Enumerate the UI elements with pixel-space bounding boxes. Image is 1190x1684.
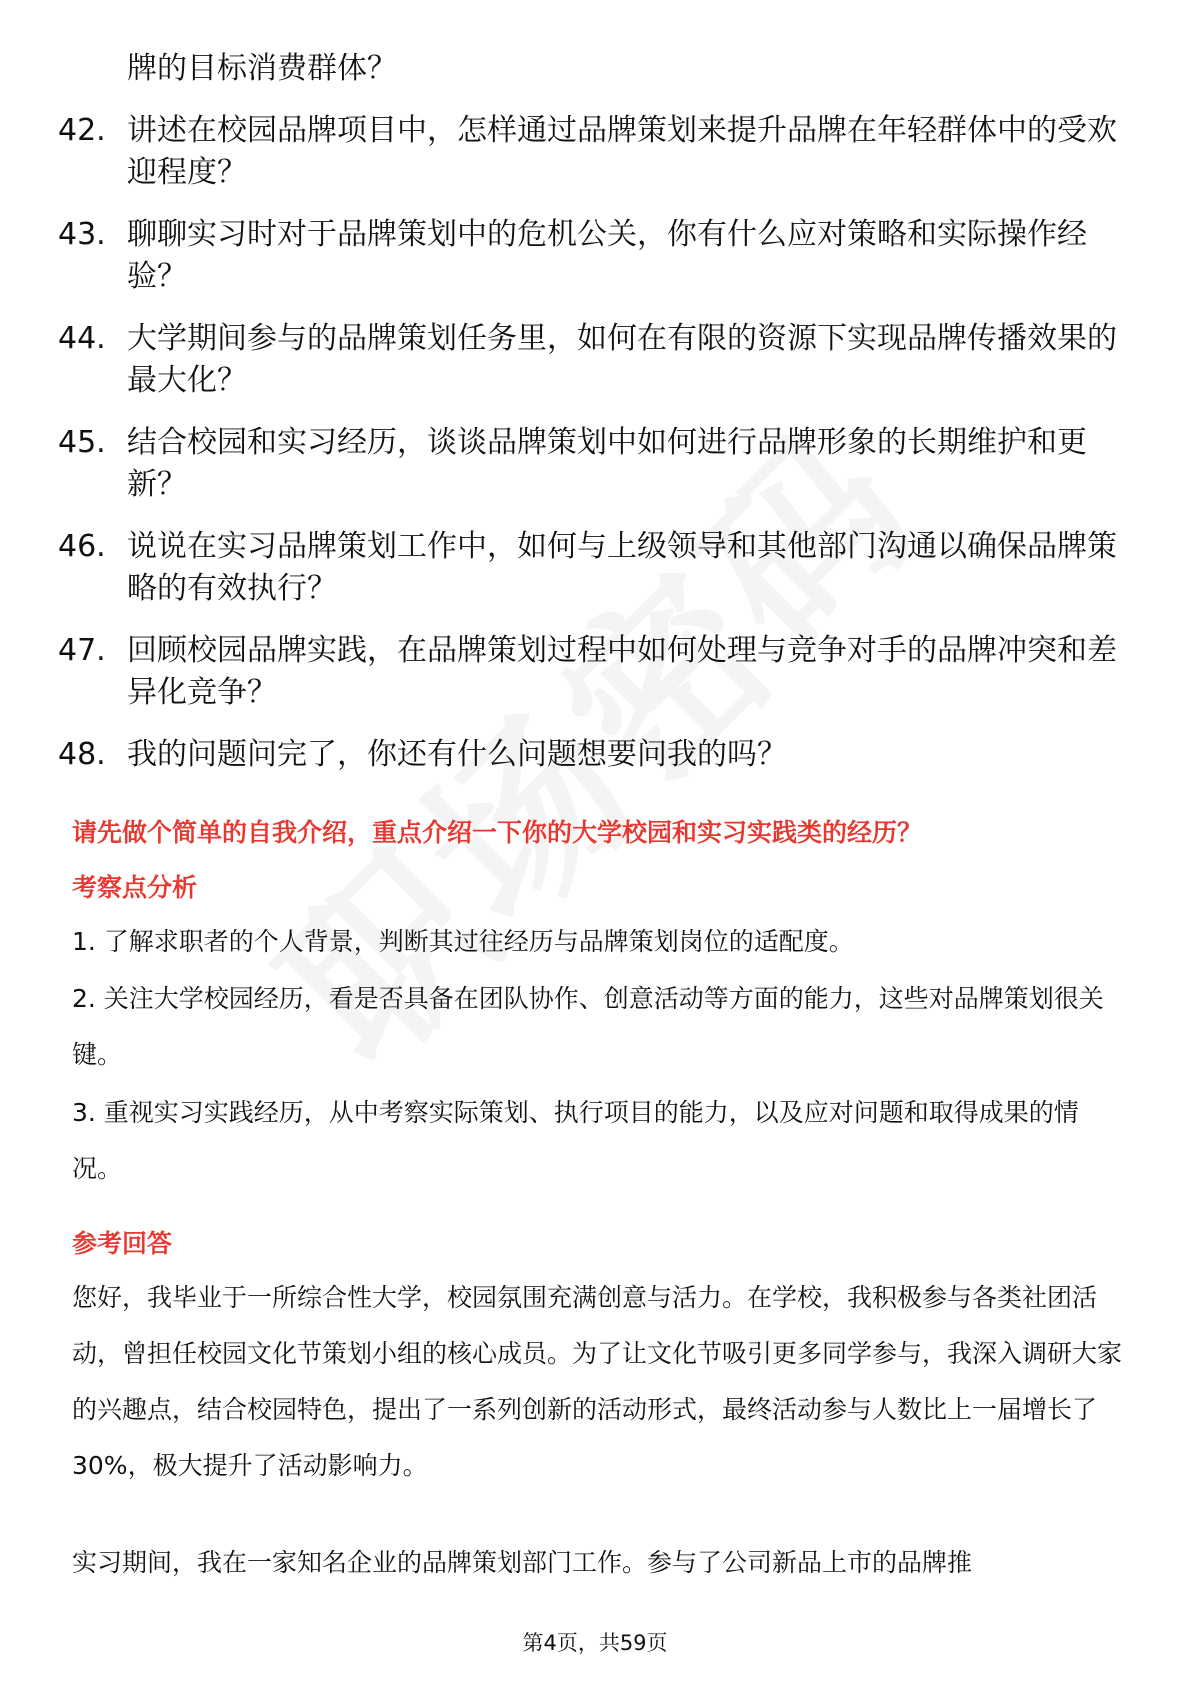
analysis-point: 3. 重视实习实践经历，从中考察实际策划、执行项目的能力，以及应对问题和取得成果的情况。: [72, 1098, 1079, 1183]
list-item: [58, 318, 1138, 402]
page-footer: 第4页，共59页: [522, 1631, 668, 1655]
question-text: 说说在实习品牌策划工作中，如何与上级领导和其他部门沟通以确保品牌策略的有效执行？: [127, 529, 1117, 606]
question-number: 47.: [58, 633, 106, 668]
question-text: 结合校园和实习经历，谈谈品牌策划中如何进行品牌形象的长期维护和更新？: [127, 425, 1087, 502]
answer-paragraph: 您好，我毕业于一所综合性大学，校园氛围充满创意与活力。在学校，我积极参与各类社团活动，曾担任校园文化节策划小组的核心成员。为了让文化节吸引更多同学参与，我深入调研大家的兴趣点，结合校园特色，提出了一系列创新的活动形式，最终活动参与人数比上一届增长了30%，极大提升了活动影响力。: [72, 1283, 1123, 1480]
answer-title: 参考回答: [72, 1229, 173, 1258]
analysis-title: 考察点分析: [72, 873, 198, 902]
question-number: 45.: [58, 425, 106, 460]
question-text: 我的问题问完了，你还有什么问题想要问我的吗？: [127, 737, 787, 772]
list-item: [58, 526, 1138, 610]
answer-paragraph: 实习期间，我在一家知名企业的品牌策划部门工作。参与了公司新品上市的品牌推: [72, 1548, 973, 1577]
question-number: 44.: [58, 321, 106, 356]
question-number: 48.: [58, 737, 106, 772]
list-item: [58, 422, 1138, 506]
question-text: 讲述在校园品牌项目中，怎样通过品牌策划来提升品牌在年轻群体中的受欢迎程度？: [127, 113, 1117, 190]
question-number: 42.: [58, 113, 106, 148]
question-text: 大学期间参与的品牌策划任务里，如何在有限的资源下实现品牌传播效果的最大化？: [127, 321, 1117, 398]
list-item: [58, 734, 1138, 776]
list-item: [58, 110, 1138, 194]
question-number: 43.: [58, 217, 106, 252]
analysis-point: 1. 了解求职者的个人背景，判断其过往经历与品牌策划岗位的适配度。: [72, 927, 854, 956]
question-continuation: 牌的目标消费群体？: [127, 51, 397, 86]
list-item: [58, 630, 1138, 714]
question-number: 46.: [58, 529, 106, 564]
question-list: [58, 110, 1138, 796]
list-item: [58, 214, 1138, 298]
question-text: 回顾校园品牌实践，在品牌策划过程中如何处理与竞争对手的品牌冲突和差异化竞争？: [127, 633, 1117, 710]
highlight-question: 请先做个简单的自我介绍，重点介绍一下你的大学校园和实习实践类的经历？: [72, 818, 923, 847]
question-text: 聊聊实习时对于品牌策划中的危机公关，你有什么应对策略和实际操作经验？: [127, 217, 1087, 294]
analysis-point: 2. 关注大学校园经历，看是否具备在团队协作、创意活动等方面的能力，这些对品牌策划很关键。: [72, 984, 1104, 1069]
